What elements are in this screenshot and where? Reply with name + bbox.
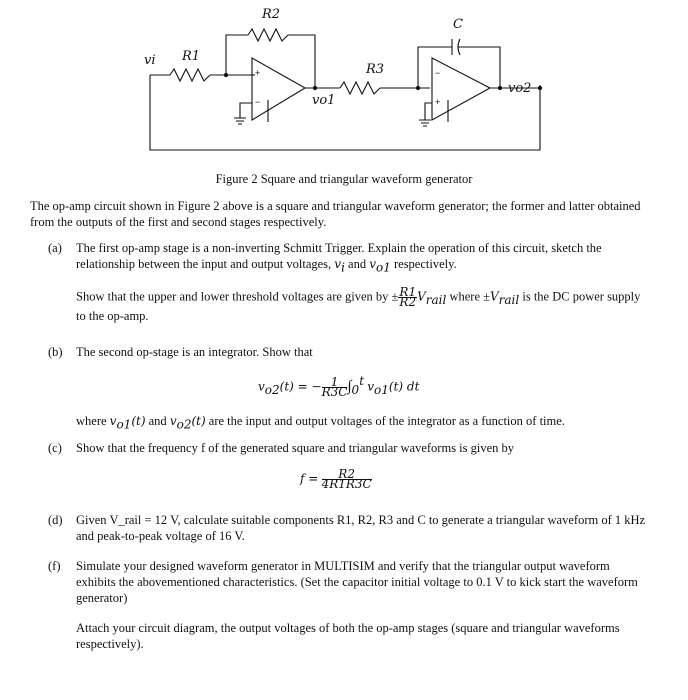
frequency-equation: f = $\frac{R2}{4R1R3C}$ (300, 467, 372, 491)
question-b-where: where $v_{o1}(t)$ and $v_{o2}(t)$ are the input and output voltages of the integrator as a function of time. (76, 414, 565, 432)
r1-label: R1 (182, 49, 201, 64)
r3-label: R3 (366, 62, 385, 77)
vi-label: vi (144, 53, 156, 68)
feedback-wire (150, 75, 540, 150)
question-d-label: (d) (48, 513, 63, 527)
threshold-fraction: $\frac{R1}{R2}$ (399, 285, 417, 309)
vo1-label: vo1 (312, 93, 336, 108)
question-a-threshold: Show that the upper and lower threshold voltages are given by ± $\frac{R1}{R2}$ $V_{rail}$ where $\pm V_{rail}$ is the DC power supply to the op-amp. (76, 285, 641, 323)
svg-text:−: − (255, 97, 261, 107)
r1-resistor (170, 69, 210, 81)
ground-1 (234, 118, 246, 124)
question-f-label: (f) (48, 559, 61, 573)
r3-resistor (340, 82, 380, 94)
opamp-2 (432, 58, 490, 120)
question-b: (b) The second op-stage is an integrator. Show that (48, 345, 313, 359)
integrator-equation: $v_{o2}(t)$ = − $\frac{1}{R3C}$ $\int_0^t$ $v_{o1}(t)$ dt (258, 374, 420, 399)
figure-caption: Figure 2 Square and triangular waveform generator (215, 172, 473, 186)
svg-text:+: + (435, 97, 441, 107)
ground-2 (419, 120, 431, 126)
circuit-diagram (0, 0, 688, 165)
vo2-label: vo2 (508, 81, 532, 96)
r2-label: R2 (262, 7, 281, 22)
r2-resistor (248, 29, 288, 41)
question-c-label: (c) (48, 441, 62, 455)
question-b-label: (b) (48, 345, 63, 359)
question-f-attach: Attach your circuit diagram, the output voltages of both the op-amp stages (square and triangular waveforms respectively). (76, 621, 620, 651)
svg-text:+: + (255, 68, 261, 78)
circuit-figure (0, 0, 688, 165)
question-a-text: The first op-amp stage is a non-inverting Schmitt Trigger. Explain the operation of this circuit, sketch the relationship between the input and output voltages, $v_i$ and $v_{o1}$ respectively. (76, 241, 602, 275)
question-d: (d) Given V_rail = 12 V, calculate suitable components R1, R2, R3 and C to generate a triangular waveform of 1 kHz and peak-to-peak voltage of 16 V. (48, 513, 646, 543)
c-label: C (453, 17, 463, 32)
question-c: (c) Show that the frequency f of the generated square and triangular waveforms is given by (48, 441, 515, 455)
svg-text:−: − (435, 68, 441, 78)
question-f: (f) Simulate your designed waveform generator in MULTISIM and verify that the triangular output waveform exhibits the abovementioned characteristics. (Set the capacitor initial voltage to 0.1 V to kick start the waveform generator) (48, 559, 638, 605)
question-a (48, 240, 648, 276)
intro-paragraph: The op-amp circuit shown in Figure 2 above is a square and triangular waveform generator; the former and latter obtained from the outputs of the first and second stages respectively. (30, 199, 641, 229)
question-a-label: (a) (48, 241, 62, 255)
